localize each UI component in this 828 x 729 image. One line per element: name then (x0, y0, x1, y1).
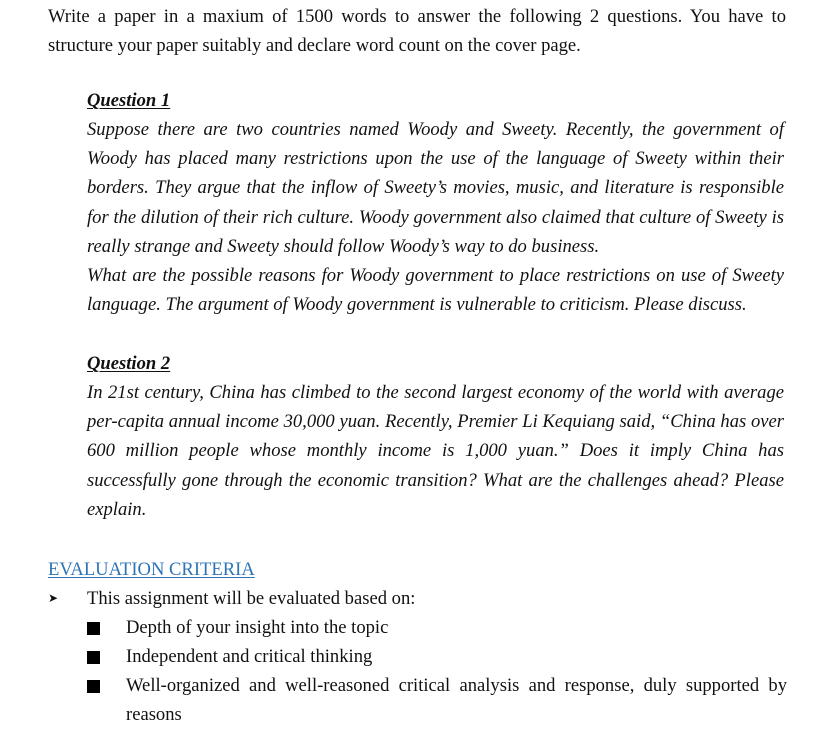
question-2-title: Question 2 (87, 353, 171, 374)
arrowhead-bullet-icon: ➤ (48, 591, 59, 605)
criteria-item-text: Depth of your insight into the topic (126, 617, 389, 638)
criteria-item-text: Independent and critical thinking (126, 646, 373, 667)
criteria-list (87, 613, 787, 729)
question-2-paragraph: In 21st century, China has climbed to the second largest economy of the world with average per-capita annual income 30,000 yuan. Recently, Premier Li Kequiang said, “China has over 600 million people whose monthly income is 1,000 yuan.” Does it imply China has successfully gone through the economic transition? What are the challenges ahead? Please explain. (87, 382, 784, 520)
square-bullet-icon (87, 622, 100, 635)
criteria-item (87, 642, 787, 671)
question-1-title: Question 1 (87, 90, 171, 111)
criteria-item-text: Well-organized and well-reasoned critical analysis and response, duly supported by reasons (126, 675, 787, 725)
question-1-paragraph-2: What are the possible reasons for Woody government to place restrictions on use of Sweety language. The argument of Woody government is vulnerable to criticism. Please discuss. (87, 265, 784, 316)
question-1-block (87, 86, 784, 319)
instructions-paragraph: Write a paper in a maxium of 1500 words to answer the following 2 questions. You have to structure your paper suitably and declare word count on the cover page. (48, 6, 786, 56)
criteria-item (87, 671, 787, 729)
square-bullet-icon (87, 680, 100, 693)
question-1-paragraph-1: Suppose there are two countries named Woody and Sweety. Recently, the government of Woody has placed many restrictions upon the use of the language of Sweety within their borders. They argue that the inflow of Sweety’s movies, music, and literature is responsible for the dilution of their rich culture. Woody government also claimed that culture of Sweety is really strange and Sweety should follow Woody’s way to do business. (87, 119, 784, 257)
evaluation-lead-text: This assignment will be evaluated based on: (87, 588, 416, 609)
question-2-block (87, 349, 784, 524)
square-bullet-icon (87, 651, 100, 664)
evaluation-criteria-heading: EVALUATION CRITERIA (48, 559, 255, 580)
criteria-item (87, 613, 787, 642)
